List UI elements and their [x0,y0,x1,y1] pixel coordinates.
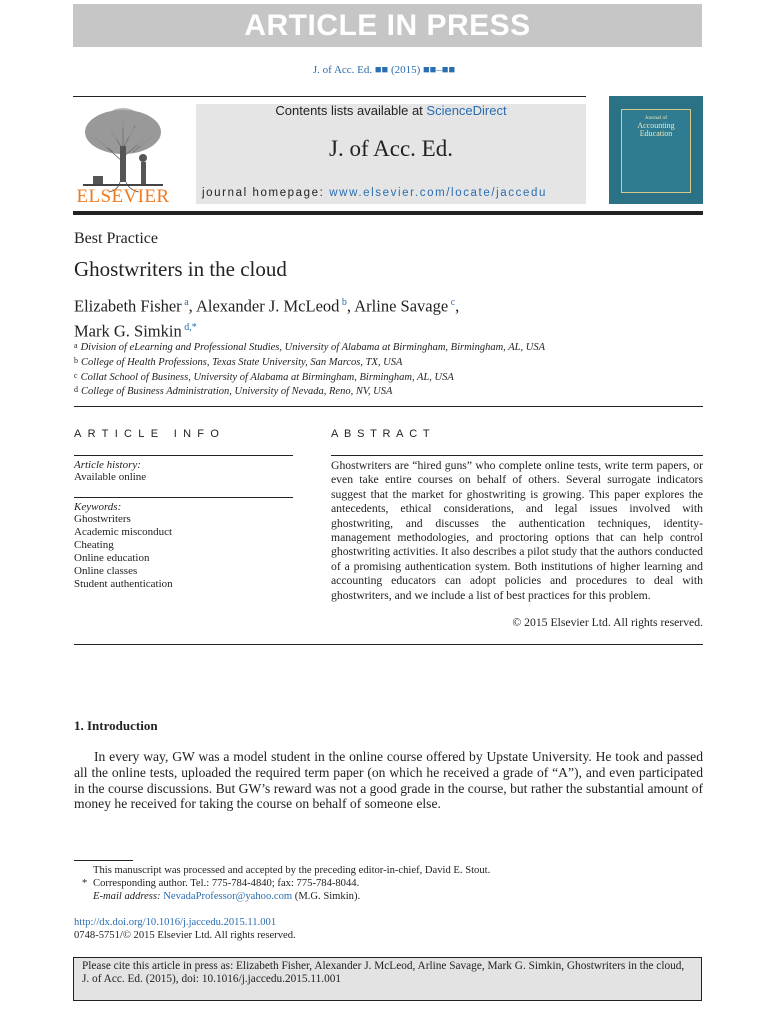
affiliation-key: b [74,355,78,365]
footnote-text: This manuscript was processed and accepted by the preceding editor-in-chief, David E. Stout. [93,865,491,876]
affiliation-text: College of Health Professions, Texas State University, San Marcos, TX, USA [81,356,403,368]
affiliation-item [74,370,714,385]
affiliation-text: College of Business Administration, University of Nevada, Reno, NV, USA [81,386,393,398]
affiliation-link[interactable]: a [184,297,189,308]
affiliations-list [74,340,714,399]
article-info-rule [74,455,293,456]
keywords-list [74,513,173,590]
affiliation-link[interactable]: c [450,297,456,308]
footnote-corresponding [74,877,703,890]
author-name: Elizabeth Fisher [74,296,182,316]
affiliation-link[interactable]: b [341,297,347,308]
affiliation-link[interactable]: d,* [184,321,197,333]
author-name: Arline Savage [354,296,449,316]
homepage-prefix: journal homepage: [202,187,330,199]
section-label: Best Practice [74,230,158,247]
footnotes [74,864,703,903]
journal-homepage-link[interactable]: www.elsevier.com/locate/jaccedu [329,187,547,199]
affiliation-text: Division of eLearning and Professional Studies, University of Alabama at Birmingham, Birmingham, AL, USA [80,342,545,353]
sciencedirect-link[interactable]: ScienceDirect [426,103,507,118]
article-info-heading: ARTICLE INFO [74,428,226,440]
abstract-heading: ABSTRACT [331,428,436,440]
cite-this-article-box: Please cite this article in press as: Elizabeth Fisher, Alexander J. McLeod, Arline Savage, Mark G. Simkin, Ghostwriters in the cloud, J. of Acc. Ed. (2015), doi: 10.1016/j.jaccedu.2015.11.001 [73,957,702,1001]
article-in-press-banner: ARTICLE IN PRESS [73,4,702,47]
section-divider [74,644,703,645]
author-name: Mark G. Simkin [74,321,182,340]
affiliation-key: d [74,385,78,395]
journal-homepage-line [202,187,586,199]
abstract-rule [331,455,703,456]
footnote-email [74,890,703,903]
contents-prefix: Contents lists available at [275,103,427,118]
author-name: Alexander J. McLeod [195,296,340,316]
keyword-item: Academic misconduct [74,525,173,538]
footnote-editor [74,864,703,877]
abstract-copyright: © 2015 Elsevier Ltd. All rights reserved. [512,616,703,629]
journal-name: J. of Acc. Ed. [329,136,453,161]
affiliation-text: Collat School of Business, University of Alabama at Birmingham, Birmingham, AL, USA [80,371,454,383]
author-list: Elizabeth Fisher $^a$, Alexander J. McLeod $^b$, Arline Savage $^c$, Mark G. Simkin $^{d,*}$ [74,296,460,340]
email-label: E-mail address: [93,891,161,902]
footnote-mark: * [82,878,88,889]
article-history-value: Available online [74,471,147,483]
issn-line: 0748-5751/© 2015 Elsevier Ltd. All rights reserved. [74,930,296,941]
abstract-text: Ghostwriters are “hired guns” who complete online tests, write term papers, or even take entire courses on behalf of others. Several surrogate indicators suggest that the market for ghostwriting is growing. This paper explores the antecedents, ethical considerations, and legal issues involved with ghostwriting, and discusses the authentication techniques, identity-management methodologies, and proctoring options that can help control ghostwriting activities. It also describes a pilot study that the authors conducted of a promising authentication system. Both institutions of higher learning and accounting educators can adopt policies and procedures to deal with ghostwriters, and we include a list of best practices for this problem. [331,459,703,602]
header-rule [73,96,586,97]
affiliation-item [74,384,714,399]
header-thick-rule [73,211,703,215]
cover-title-line-2: Education [639,129,673,138]
footnote-text: Corresponding author. Tel.: 775-784-4840; fax: 775-784-8044. [93,878,360,889]
affiliation-item [74,355,714,370]
contents-line [196,103,586,118]
section-divider [74,406,703,407]
keyword-item: Online classes [74,564,138,577]
keyword-item: Cheating [74,538,114,551]
keywords-label: Keywords: [74,501,122,513]
footnote-rule [74,860,133,861]
keyword-item: Student authentication [74,577,173,590]
affiliation-item [74,340,714,355]
introduction-paragraph: In every way, GW was a model student in the online course offered by Upstate University. He took and passed all the online tests, uploaded the required term paper (on which he received a grade of “A”), and even participated in the course discussions. But GW’s reward was not a good grade in the course, but rather the substantial amount of money he received for taking the course on behalf of someone else. [74,749,703,812]
affiliation-key: a [74,341,78,350]
email-link[interactable]: NevadaProfessor@yahoo.com [163,891,293,902]
keyword-item: Ghostwriters [74,513,131,525]
doi-link[interactable]: http://dx.doi.org/10.1016/j.jaccedu.2015.11.001 [74,917,277,928]
email-owner: (M.G. Simkin). [294,891,361,902]
elsevier-wordmark[interactable]: ELSEVIER [76,186,170,207]
journal-citation-line[interactable]: J. of Acc. Ed. ■■ (2015) ■■–■■ [312,64,456,76]
keywords-rule [74,497,293,498]
introduction-heading: 1. Introduction [74,718,158,733]
journal-cover-image[interactable] [609,96,703,204]
article-title: Ghostwriters in the cloud [74,257,287,281]
keyword-item: Online education [74,551,150,564]
affiliation-key: c [74,370,78,380]
cover-title-small: Journal of [644,115,668,121]
article-history-label: Article history: [74,459,141,471]
cover-title [623,114,689,138]
cover-title-line-1: Accounting [637,121,675,130]
